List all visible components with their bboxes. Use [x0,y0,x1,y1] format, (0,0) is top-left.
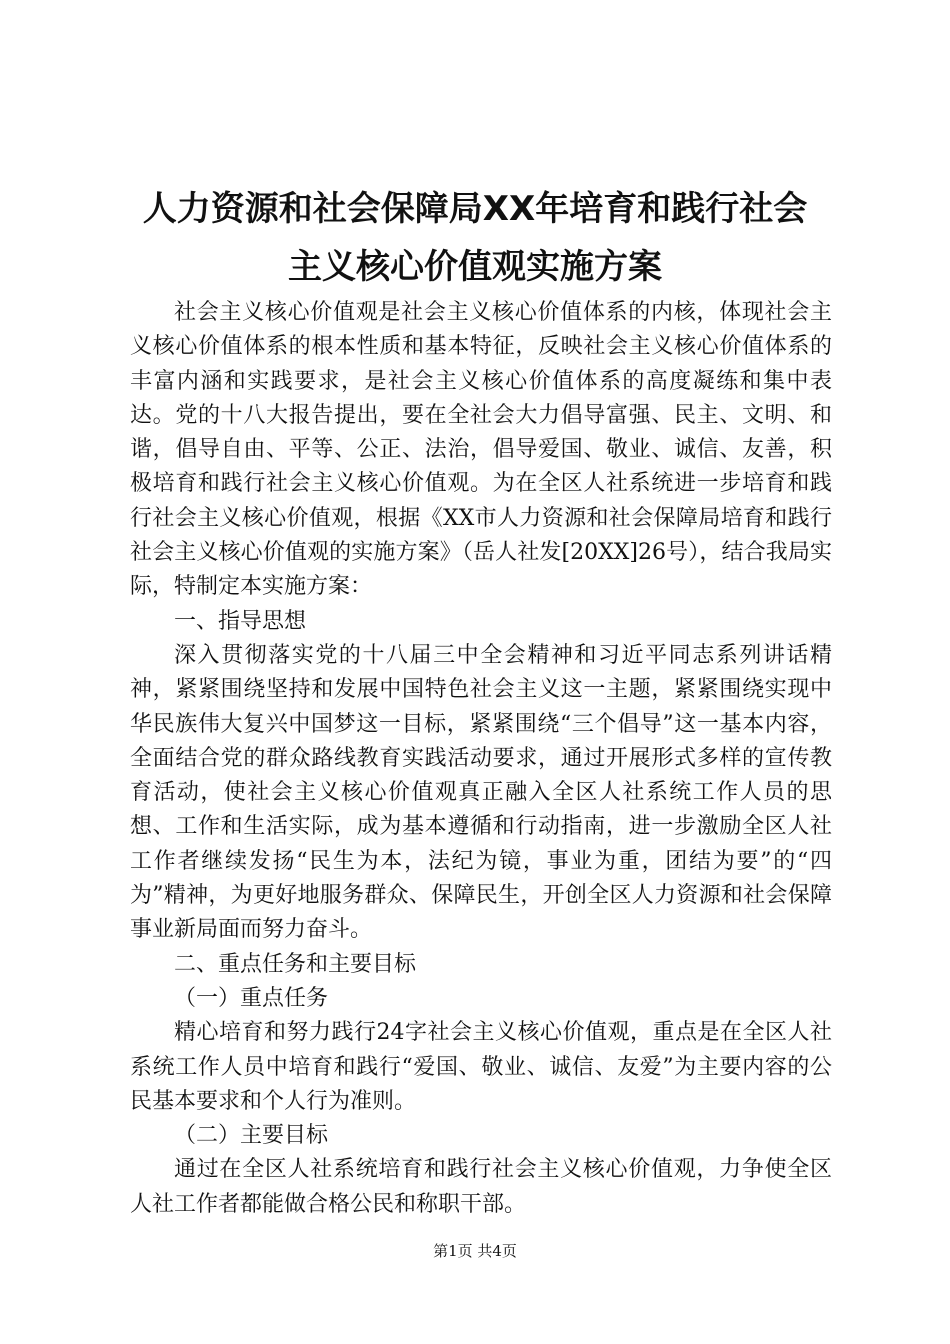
intro-paragraph: 社会主义核心价值观是社会主义核心价值体系的内核，体现社会主义核心价值体系的根本性质和基本特征，反映社会主义核心价值体系的丰富内涵和实践要求，是社会主义核心价值体系的高度凝练和集中表达。党的十八大报告提出，要在全社会大力倡导富强、民主、文明、和谐，倡导自由、平等、公正、法治，倡导爱国、敬业、诚信、友善，积极培育和践行社会主义核心价值观。为在全区人社系统进一步培育和践行社会主义核心价值观，根据《XX市人力资源和社会保障局培育和践行社会主义核心价值观的实施方案》（岳人社发[20XX]26号），结合我局实际，特制定本实施方案： [130,300,832,600]
title-line-1: 人力资源和社会保障局XX年培育和践行社会 [142,189,808,229]
page-number-footer: 第1页 共4页 [433,1242,517,1260]
title-line-2: 主义核心价值观实施方案 [288,247,662,287]
section-heading-guiding-ideology: 一、指导思想 [174,608,307,634]
key-tasks-paragraph: 精心培育和努力践行24字社会主义核心价值观，重点是在全区人社系统工作人员中培育和践行“爱国、敬业、诚信、友爱”为主要内容的公民基本要求和个人行为准则。 [130,1020,832,1114]
document-title [120,180,830,296]
subheading-main-goals: （二）主要目标 [174,1123,329,1149]
document-body [130,296,832,1222]
subheading-key-tasks: （一）重点任务 [174,985,329,1011]
section-heading-tasks-goals: 二、重点任务和主要目标 [174,951,417,977]
guiding-ideology-paragraph: 深入贯彻落实党的十八届三中全会精神和习近平同志系列讲话精神，紧紧围绕坚持和发展中国特色社会主义这一主题，紧紧围绕实现中华民族伟大复兴中国梦这一目标，紧紧围绕“三个倡导”这一基本内容，全面结合党的群众路线教育实践活动要求，通过开展形式多样的宣传教育活动，使社会主义核心价值观真正融入全区人社系统工作人员的思想、工作和生活实际，成为基本遵循和行动指南，进一步激励全区人社工作者继续发扬“民生为本，法纪为镜，事业为重，团结为要”的“四为”精神，为更好地服务群众、保障民生，开创全区人力资源和社会保障事业新局面而努力奋斗。 [130,642,832,943]
main-goals-paragraph: 通过在全区人社系统培育和践行社会主义核心价值观，力争使全区人社工作者都能做合格公民和称职干部。 [130,1157,832,1217]
